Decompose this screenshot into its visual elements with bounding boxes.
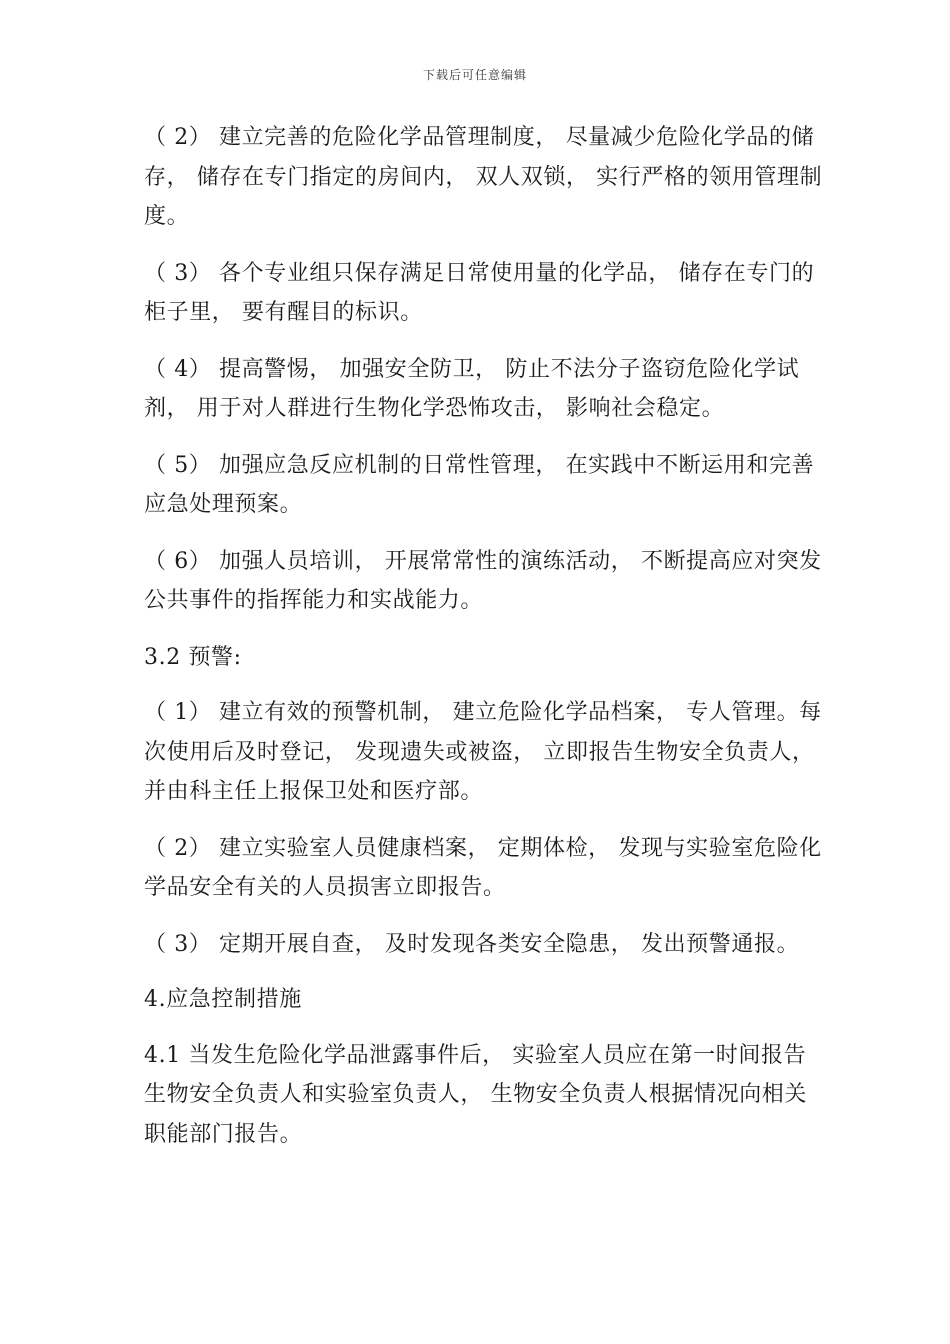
paragraph-warning-3: （ 3） 定期开展自查， 及时发现各类安全隐患， 发出预警通报。 [144, 931, 800, 957]
section-heading-warning: 3.2 预警: [144, 644, 242, 670]
paragraph-measure-4: （ 4） 提高警惕， 加强安全防卫， 防止不法分子盗窃危险化学试剂， 用于对人群进行生物化学恐怖攻击， 影响社会稳定。 [144, 356, 800, 421]
page-header: 下载后可任意编辑 [422, 68, 527, 82]
paragraph-measure-5: （ 5） 加强应急反应机制的日常性管理， 在实践中不断运用和完善应急处理预案。 [144, 452, 815, 517]
paragraph-control-4-1: 4.1 当发生危险化学品泄露事件后， 实验室人员应在第一时间报告生物安全负责人和实验室负责人， 生物安全负责人根据情况向相关职能部门报告。 [144, 1042, 807, 1147]
paragraph-warning-1: （ 1） 建立有效的预警机制， 建立危险化学品档案， 专人管理。每次使用后及时登记， 发现遗失或被盗， 立即报告生物安全负责人， 并由科主任上报保卫处和医疗部。 [144, 700, 822, 804]
section-heading-emergency-control: 4.应急控制措施 [144, 987, 302, 1012]
paragraph-measure-2: （ 2） 建立完善的危险化学品管理制度， 尽量减少危险化学品的储存， 储存在专门指定的房间内， 双人双锁， 实行严格的领用管理制度。 [144, 125, 823, 229]
paragraph-measure-6: （ 6） 加强人员培训， 开展常常性的演练活动， 不断提高应对突发公共事件的指挥能力和实战能力。 [144, 548, 822, 613]
paragraph-warning-2: （ 2） 建立实验室人员健康档案， 定期体检， 发现与实验室危险化学品安全有关的人员损害立即报告。 [144, 835, 822, 900]
document-body [144, 118, 824, 1171]
paragraph-measure-3: （ 3） 各个专业组只保存满足日常使用量的化学品， 储存在专门的柜子里， 要有醒目的标识。 [144, 260, 815, 325]
